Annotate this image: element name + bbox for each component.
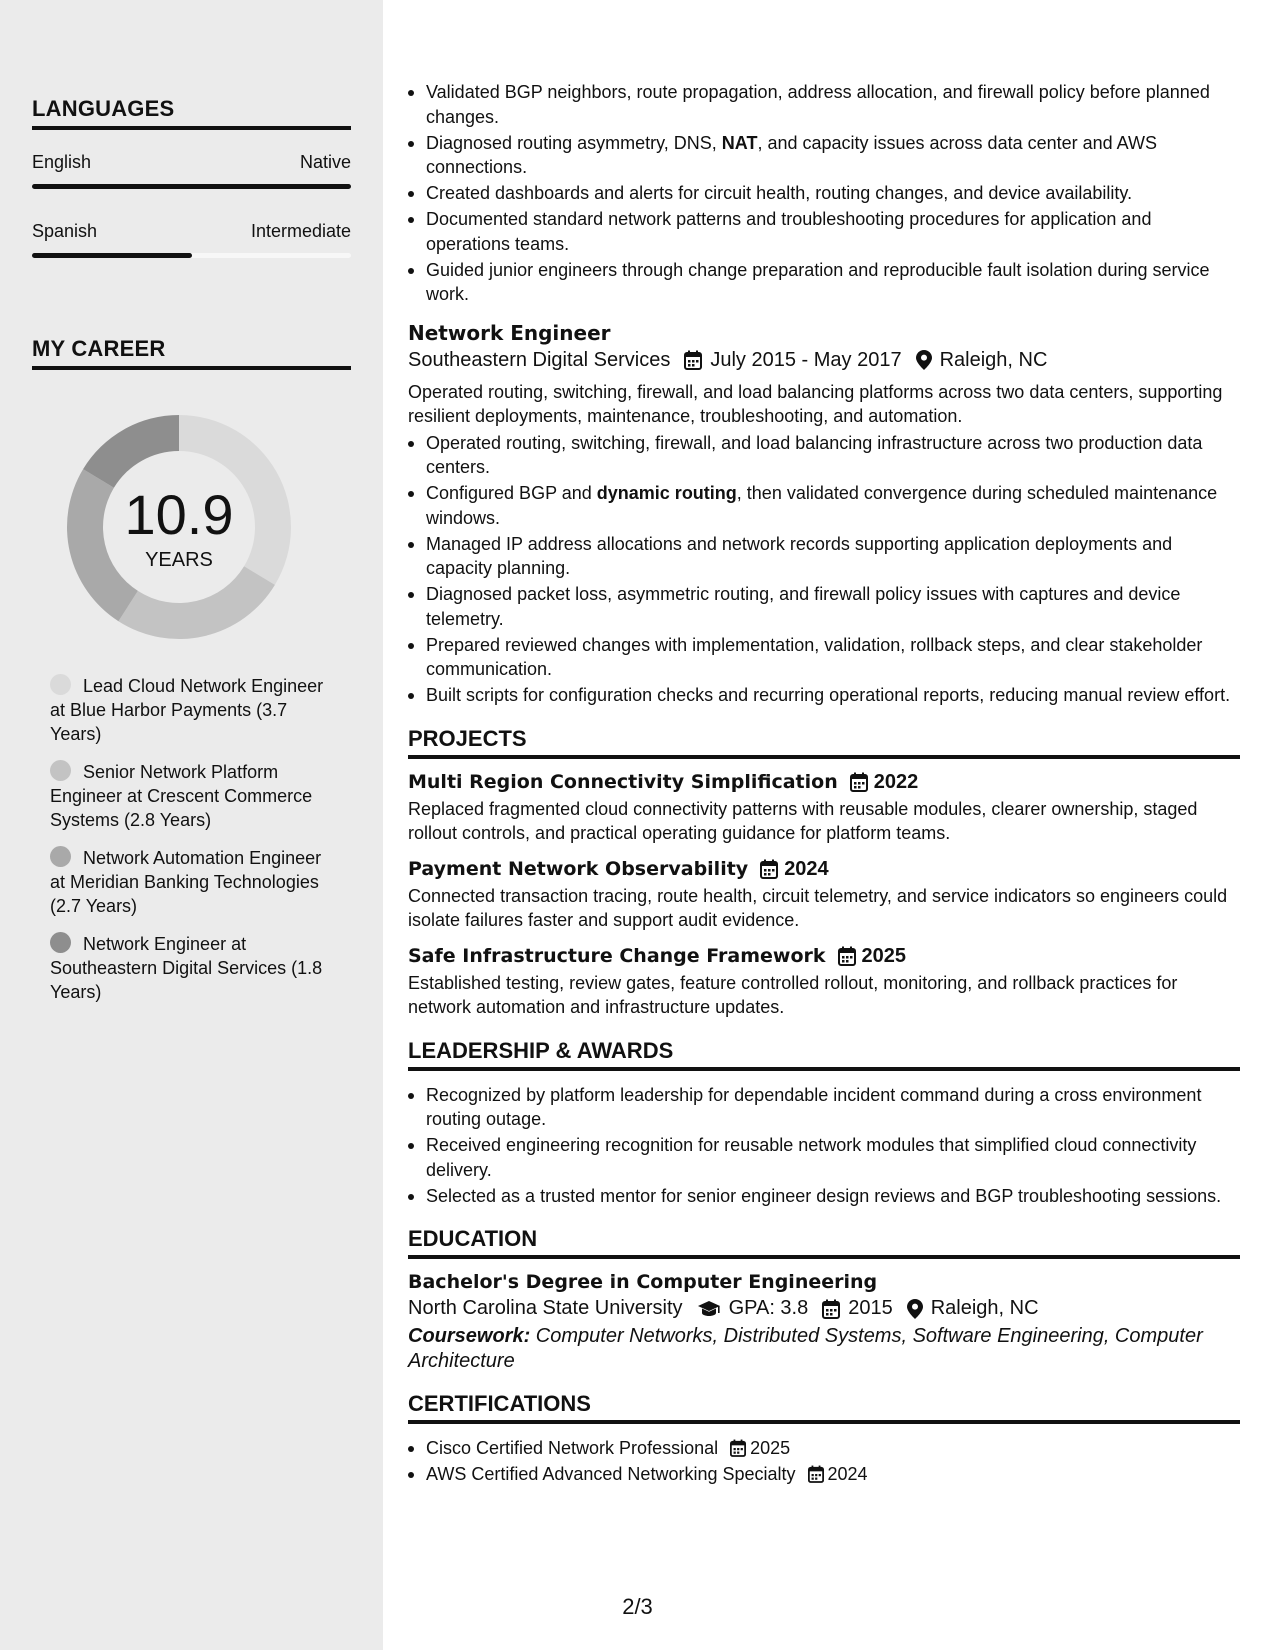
page-number: 2/3 xyxy=(622,1594,653,1619)
legend-dot xyxy=(50,846,71,867)
career-legend-item xyxy=(50,760,340,832)
languages-heading: LANGUAGES xyxy=(32,96,175,121)
donut-segment xyxy=(118,566,274,639)
certification-year: 2025 xyxy=(750,1438,791,1458)
bullet-item: Built scripts for configuration checks and recurring operational reports, reducing manual review effort. xyxy=(408,683,1240,708)
education-heading: EDUCATION xyxy=(408,1226,1240,1259)
project-title-line xyxy=(408,945,1240,968)
language-bar-fill xyxy=(32,184,351,189)
calendar-icon xyxy=(760,859,778,879)
career-rule xyxy=(32,366,351,370)
bullet-item: Documented standard network patterns and troubleshooting procedures for application and operations teams. xyxy=(408,207,1240,256)
projects-heading: PROJECTS xyxy=(408,726,1240,759)
bullet-item: Validated BGP neighbors, route propagation, address allocation, and firewall policy before planned changes. xyxy=(408,80,1240,129)
job-summary: Operated routing, switching, firewall, and load balancing platforms across two data centers, supporting resilient deployments, maintenance, troubleshooting, and automation. xyxy=(408,381,1223,426)
career-legend-label: Network Engineer at Southeastern Digital Services (1.8 Years) xyxy=(50,934,323,1002)
calendar-icon xyxy=(850,772,868,792)
bullet-item: Operated routing, switching, firewall, and load balancing infrastructure across two production data centers. xyxy=(408,431,1240,480)
school-name: North Carolina State University xyxy=(408,1297,683,1319)
certification-name: AWS Certified Advanced Networking Specialty xyxy=(426,1464,796,1484)
donut-segment xyxy=(83,415,179,488)
bullet-item: Managed IP address allocations and network records supporting application deployments and capacity planning. xyxy=(408,532,1240,581)
language-level: Intermediate xyxy=(250,221,351,241)
leadership-heading: LEADERSHIP & AWARDS xyxy=(408,1038,1240,1071)
languages-rule xyxy=(32,126,351,130)
bullet-item: Created dashboards and alerts for circuit health, routing changes, and device availability. xyxy=(408,181,1240,206)
project-item xyxy=(408,945,1240,1020)
career-legend-item xyxy=(50,846,340,918)
coursework-list: Computer Networks, Distributed Systems, Software Engineering, Computer Architecture xyxy=(408,1325,1203,1372)
legend-dot xyxy=(50,760,71,781)
project-title: Payment Network Observability xyxy=(408,858,749,880)
career-legend-label: Senior Network Platform Engineer at Crescent Commerce Systems (2.8 Years) xyxy=(50,762,313,830)
bullet-item: Prepared reviewed changes with implementation, validation, rollback steps, and clear stakeholder communication. xyxy=(408,633,1240,682)
bullet-item: Configured BGP and dynamic routing, then validated convergence during scheduled maintenance windows. xyxy=(408,481,1240,530)
certification-item xyxy=(408,1436,1240,1461)
education-meta xyxy=(408,1297,1240,1320)
language-bar-spanish xyxy=(32,253,351,258)
legend-dot xyxy=(50,674,71,695)
map-pin-icon xyxy=(916,350,932,370)
job-title: Network Engineer xyxy=(408,320,611,345)
project-item xyxy=(408,858,1240,933)
career-legend-label: Lead Cloud Network Engineer at Blue Harbor Payments (3.7 Years) xyxy=(50,676,324,744)
project-title: Multi Region Connectivity Simplification xyxy=(408,771,838,793)
job-location: Raleigh, NC xyxy=(939,348,1048,371)
project-description: Established testing, review gates, feature controlled rollout, monitoring, and rollback practices for network automation and infrastructure updates. xyxy=(408,972,1178,1017)
project-year: 2024 xyxy=(784,857,829,880)
bold-term: dynamic routing xyxy=(596,483,737,503)
gpa-value: GPA: 3.8 xyxy=(728,1297,809,1319)
certification-name: Cisco Certified Network Professional xyxy=(426,1438,719,1458)
job-meta xyxy=(408,349,1240,372)
career-legend xyxy=(50,674,340,1018)
leadership-bullets xyxy=(408,1083,1240,1209)
bullet-item: Recognized by platform leadership for dependable incident command during a cross environment routing outage. xyxy=(408,1083,1240,1132)
project-title-line xyxy=(408,771,1240,794)
previous-job-bullets xyxy=(408,80,1240,307)
calendar-icon xyxy=(822,1299,840,1319)
graduation-cap-icon xyxy=(697,1300,721,1318)
coursework-label: Coursework: xyxy=(408,1325,531,1347)
career-legend-item xyxy=(50,674,340,746)
project-title: Safe Infrastructure Change Framework xyxy=(408,945,826,967)
calendar-icon xyxy=(684,350,702,370)
certification-year: 2024 xyxy=(827,1464,868,1484)
bullet-item: Received engineering recognition for reusable network modules that simplified cloud connectivity delivery. xyxy=(408,1133,1240,1182)
certification-item xyxy=(408,1462,1240,1487)
degree-title: Bachelor's Degree in Computer Engineering xyxy=(408,1271,878,1293)
total-years-value: 10.9 xyxy=(124,483,234,546)
map-pin-icon xyxy=(907,1299,923,1319)
coursework xyxy=(408,1324,1240,1373)
main-content xyxy=(408,0,1240,1650)
language-bar-english xyxy=(32,184,351,189)
legend-dot xyxy=(50,932,71,953)
language-level: Native xyxy=(299,152,351,172)
career-legend-item xyxy=(50,932,340,1004)
language-bar-fill xyxy=(32,253,192,258)
bold-term: NAT xyxy=(721,132,758,153)
total-years-label: YEARS xyxy=(145,549,213,571)
career-legend-label: Network Automation Engineer at Meridian Banking Technologies (2.7 Years) xyxy=(50,848,322,916)
bullet-item: Diagnosed routing asymmetry, DNS, NAT, and capacity issues across data center and AWS connections. xyxy=(408,131,1240,180)
language-name: Spanish xyxy=(32,221,98,241)
sidebar xyxy=(0,0,383,1650)
project-year: 2025 xyxy=(861,944,907,967)
bullet-item: Guided junior engineers through change preparation and reproducible fault isolation during service work. xyxy=(408,258,1240,307)
language-row-spanish xyxy=(32,221,351,245)
language-name: English xyxy=(32,152,92,172)
certifications-list xyxy=(408,1436,1240,1487)
certifications-heading: CERTIFICATIONS xyxy=(408,1391,1240,1424)
project-description: Replaced fragmented cloud connectivity patterns with reusable modules, clearer ownership, staged rollout controls, and practical operating guidance for platform teams. xyxy=(408,798,1198,843)
calendar-icon xyxy=(808,1465,824,1483)
project-year: 2022 xyxy=(873,770,919,793)
job-dates: July 2015 - May 2017 xyxy=(710,348,902,371)
calendar-icon xyxy=(730,1439,746,1457)
school-location: Raleigh, NC xyxy=(930,1297,1039,1319)
job-company: Southeastern Digital Services xyxy=(408,348,671,371)
job-bullets xyxy=(408,431,1240,708)
project-title-line xyxy=(408,858,1240,881)
project-item xyxy=(408,771,1240,846)
graduation-year: 2015 xyxy=(848,1297,893,1319)
career-heading: MY CAREER xyxy=(32,336,166,361)
language-row-english xyxy=(32,152,351,176)
career-donut-chart xyxy=(66,414,292,640)
bullet-item: Selected as a trusted mentor for senior engineer design reviews and BGP troubleshooting sessions. xyxy=(408,1184,1240,1209)
calendar-icon xyxy=(838,946,856,966)
project-description: Connected transaction tracing, route health, circuit telemetry, and service indicators so engineers could isolate failures faster and support audit evidence. xyxy=(408,885,1228,930)
bullet-item: Diagnosed packet loss, asymmetric routing, and firewall policy issues with captures and device telemetry. xyxy=(408,582,1240,631)
